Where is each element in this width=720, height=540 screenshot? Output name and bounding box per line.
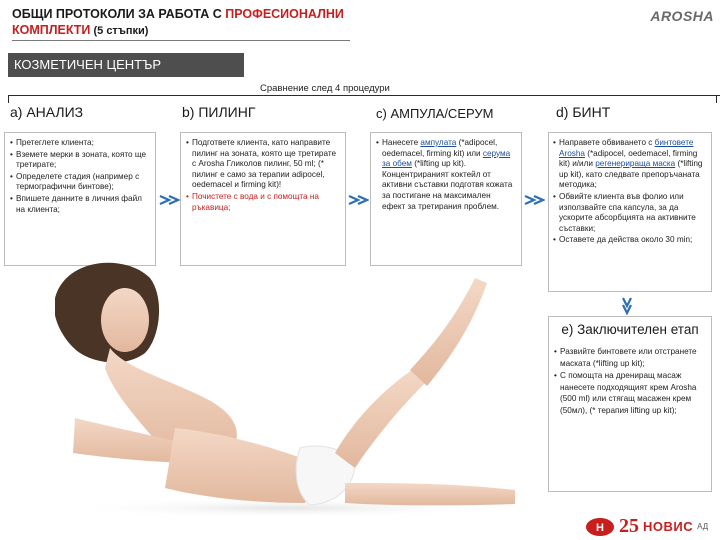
volume-serum-link[interactable]: серума за обем: [382, 148, 511, 169]
text-run: Направете обвиването с: [559, 138, 655, 147]
woman-lying-photo: [55, 258, 525, 520]
list-item: • Претеглете клиента;: [10, 138, 150, 149]
step-c-heading: c) АМПУЛА/СЕРУМ: [376, 106, 494, 121]
list-item-red: • Почистете с вода и с помощта на ръкавица;: [186, 192, 340, 213]
arrow-down-icon: [620, 296, 634, 316]
header-bracket-right: [716, 95, 717, 103]
list-item: • Оставете да действа около 30 min;: [553, 235, 707, 246]
regenerating-mask-link[interactable]: регенерираща маска: [595, 159, 676, 169]
novis-emblem-icon: [585, 517, 615, 537]
step-a-heading: a) АНАЛИЗ: [10, 104, 84, 120]
list-item: • Определете стадия (например с термографични бинтове);: [10, 172, 150, 193]
list-item: • Вземете мерки в зоната, която ще третирате;: [10, 150, 150, 171]
list-item: • Обвийте клиента във фолио или използвайте спа капсула, за да ускорите абсорбцията на активните съставки;: [553, 192, 707, 234]
title-steps-note: (5 стъпки): [90, 25, 149, 37]
text-run: (*adipocel, oedemacel, firming kit) или: [382, 138, 498, 158]
page-title: [12, 6, 344, 39]
text-run: (*adipocel, oedemacel, firming kit) и/или: [559, 148, 698, 169]
title-line-1: [12, 6, 344, 22]
step-d-heading: d) БИНТ: [556, 104, 611, 120]
step-a-box: [4, 132, 156, 266]
step-d-list: [553, 138, 707, 246]
text-run: (*lifting up kit), като следвате препоръчаната методика;: [559, 159, 703, 190]
step-e-box: [548, 316, 712, 492]
text-run: Нанесете: [382, 138, 421, 147]
list-item: [553, 138, 707, 191]
step-d-box: [548, 132, 712, 292]
header-bracket-left: [8, 95, 9, 103]
title-text-red-2: КОМПЛЕКТИ: [12, 23, 91, 37]
section-banner: КОЗМЕТИЧЕН ЦЕНТЪР: [8, 53, 244, 77]
text-run: (*lifting up kit). Концентрираният коктейл от активни съставки подготвя кожата за постигане на максимален ефект за третирания проблем.: [382, 159, 513, 211]
arosha-logo-text: AROSHA: [650, 8, 714, 24]
svg-text:Н: Н: [596, 521, 604, 534]
step-e-heading: e) Заключителен етап: [561, 322, 699, 337]
list-item: • Впишете данните в личния файл на клиента;: [10, 194, 150, 215]
footer-company-name: НОВИС: [643, 519, 694, 534]
footer-anniversary-number: 25: [619, 515, 639, 537]
title-text-black: ОБЩИ ПРОТОКОЛИ ЗА РАБОТА С: [12, 7, 226, 21]
title-line-2: [12, 22, 344, 39]
title-text-red: ПРОФЕСИОНАЛНИ: [225, 7, 344, 21]
list-item: [376, 138, 516, 212]
step-b-list: [186, 138, 340, 213]
arrow-right-icon: [158, 193, 180, 207]
comparison-subtitle: Сравнение след 4 процедури: [260, 83, 390, 94]
step-c-box: [370, 132, 522, 266]
step-e-list: [554, 346, 706, 416]
list-item: • С помощта на дрениращ масаж нанесете подходящият крем Arosha (500 ml) или стягащ масажен крем (50мл), (* терапия lifting up kit);: [554, 370, 706, 416]
list-item: • Развийте бинтовете или отстранете маската (*lifting up kit);: [554, 346, 706, 369]
novis-footer-logo: [585, 515, 708, 538]
step-b-heading: b) ПИЛИНГ: [182, 104, 256, 120]
footer-company-suffix: АД: [697, 522, 709, 531]
list-item: • Подгответе клиента, като направите пилинг на зоната, която ще третирате с Arosha Гликолов пилинг, 50 ml; (* пилинг е само за терапии adipocel, oedemacel и firming kit)!: [186, 138, 340, 191]
step-a-list: [10, 138, 150, 215]
header-bracket-line: [8, 95, 720, 96]
step-c-list: [376, 138, 516, 212]
arosha-logo: [636, 8, 714, 24]
step-b-box: [180, 132, 346, 266]
arrow-right-icon: [347, 193, 369, 207]
ampoule-link[interactable]: ампулата: [420, 138, 457, 147]
title-underline: [12, 40, 350, 41]
arosha-bandages-link[interactable]: бинтовете Arosha: [559, 138, 694, 158]
arrow-right-icon: [523, 193, 545, 207]
